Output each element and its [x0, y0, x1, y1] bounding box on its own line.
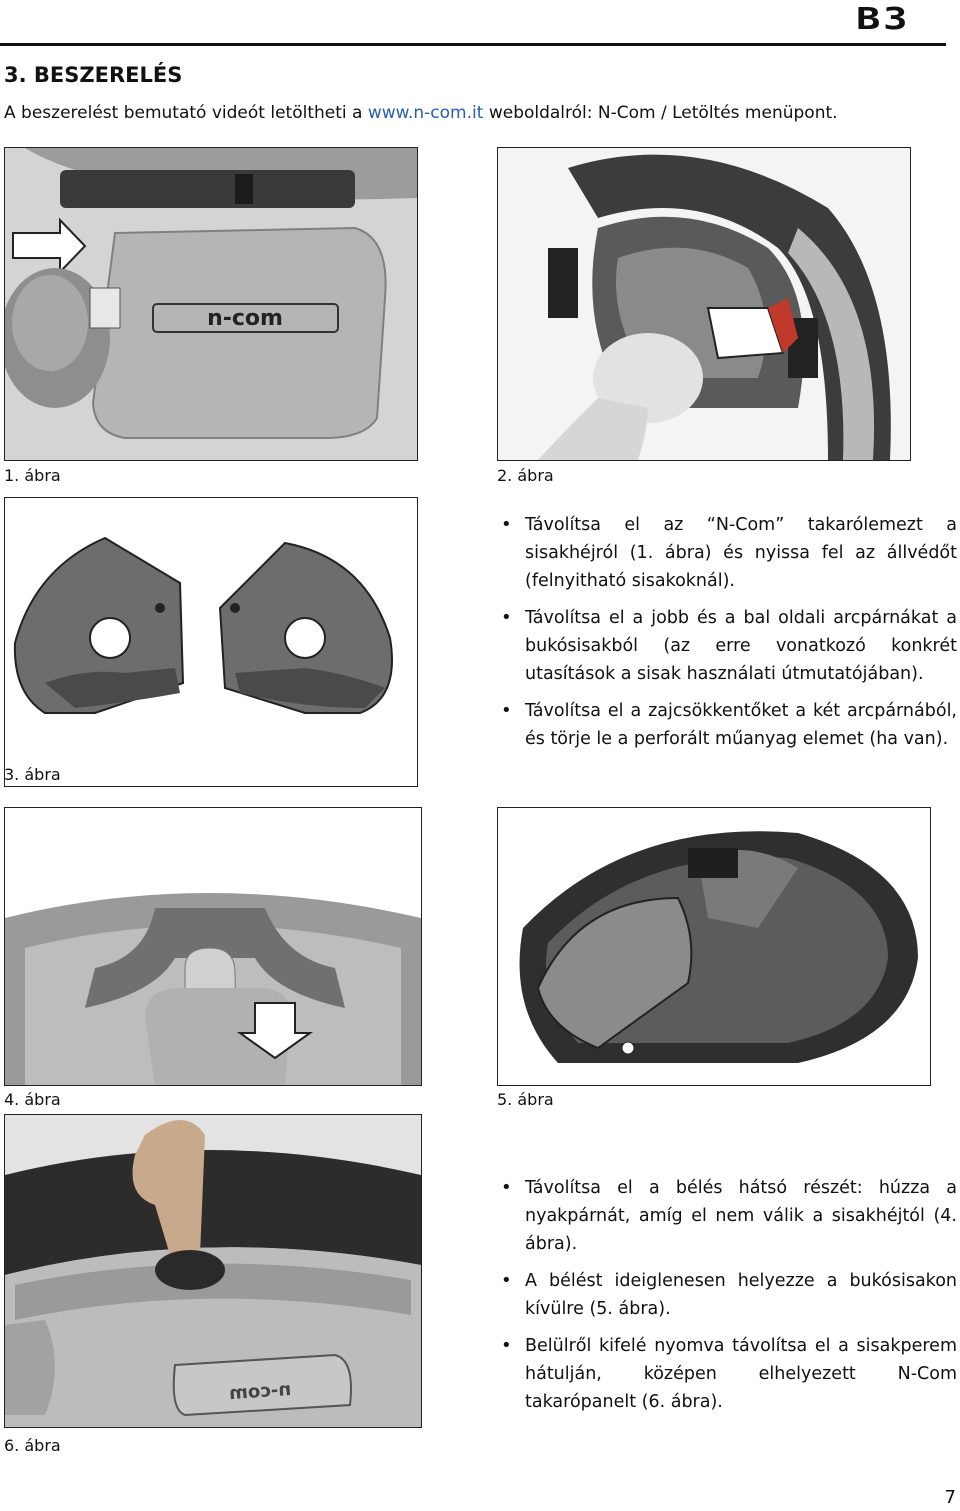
figure-6-caption: 6. ábra [4, 1436, 61, 1455]
figure-5-photo [497, 807, 931, 1086]
instruction-item: • Távolítsa el a bélés hátsó részét: húzza a nyakpárnát, amíg el nem válik a sisakhéjtól (4. ábra). [497, 1174, 957, 1258]
header-rule [0, 43, 946, 46]
intro-paragraph [4, 103, 838, 123]
intro-text-after: weboldalról: N-Com / Letöltés menüpont. [483, 103, 838, 123]
page-number: 7 [944, 1487, 956, 1508]
instruction-item: • Távolítsa el a jobb és a bal oldali arcpárnákat a bukósisakból (az erre vonatkozó konkrét utasítások a sisak használati útmutatójában). [497, 604, 957, 688]
figure-1-photo [4, 147, 418, 461]
figure-2-caption: 2. ábra [497, 466, 554, 485]
section-title: 3. BESZERELÉS [4, 63, 183, 87]
instruction-item: • Távolítsa el a zajcsökkentőket a két arcpárnából, és törje le a perforált műanyag elemet (ha van). [497, 697, 957, 753]
instructions-list-top [497, 511, 957, 762]
figure-2-photo [497, 147, 911, 461]
figure-6-logo-text: n-com [228, 1378, 292, 1405]
figure-5-illustration [498, 808, 930, 1085]
instruction-item: • A bélést ideiglenesen helyezze a bukósisakon kívülre (5. ábra). [497, 1267, 957, 1323]
figure-1-illustration [5, 148, 417, 460]
instruction-item: • Távolítsa el az “N-Com” takarólemezt a sisakhéjról (1. ábra) és nyissa fel az állvédőt (felnyitható sisakoknál). [497, 511, 957, 595]
website-link[interactable]: www.n-com.it [367, 103, 484, 123]
figure-4-caption: 4. ábra [4, 1090, 61, 1109]
instruction-item: • Belülről kifelé nyomva távolítsa el a sisakperem hátulján, középen elhelyezett N-Com takarópanelt (6. ábra). [497, 1332, 957, 1416]
figure-6-photo [4, 1114, 422, 1428]
intro-text-before: A beszerelést bemutató videót letöltheti a [4, 103, 368, 123]
figure-3-caption: 3. ábra [4, 765, 61, 784]
instructions-list-bottom [497, 1174, 957, 1425]
brand-logo: B3 [856, 2, 911, 37]
figure-4-photo [4, 807, 422, 1086]
figure-6-illustration [5, 1115, 421, 1427]
figure-1-logo-text: n-com [207, 306, 283, 331]
figure-4-illustration [5, 808, 421, 1085]
figure-3-photo [4, 497, 418, 787]
figure-3-illustration [5, 498, 417, 786]
figure-5-caption: 5. ábra [497, 1090, 554, 1109]
figure-1-caption: 1. ábra [4, 466, 61, 485]
figure-2-illustration [498, 148, 910, 460]
